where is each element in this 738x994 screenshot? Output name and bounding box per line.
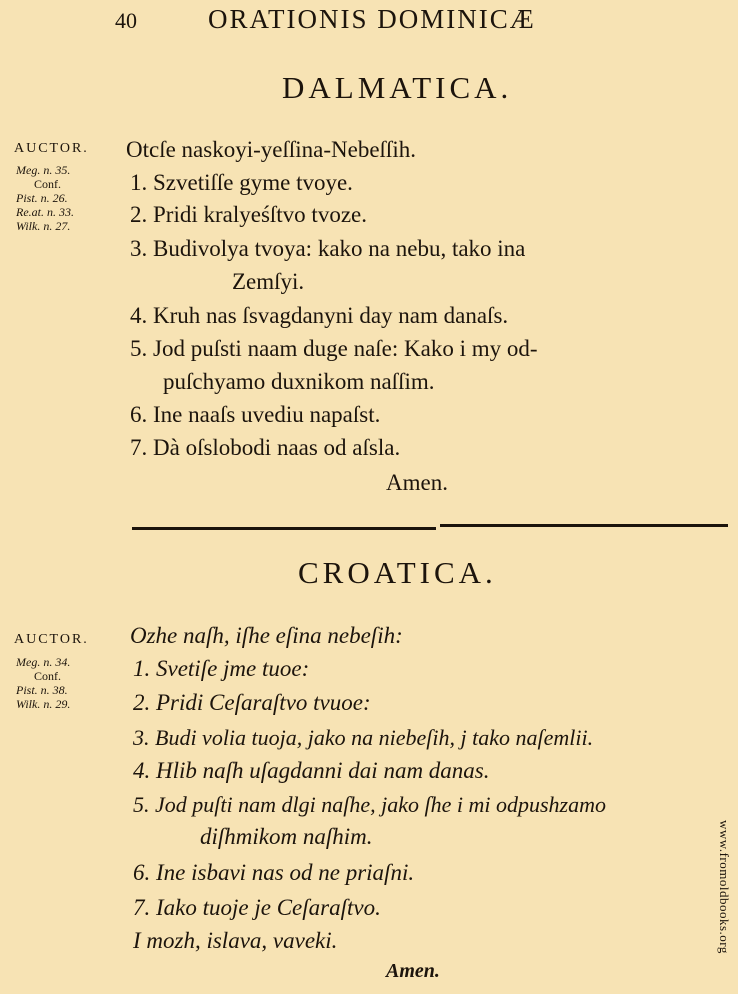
text-line: 7. Iako tuoje je Ceſaraſtvo.	[133, 895, 381, 920]
text-line: Amen.	[386, 960, 440, 982]
text-line: 4. Kruh nas ſsvagdanyni day nam danaſs.	[130, 303, 509, 328]
text-line: 7. Dà oſslobodi naas od aſsla.	[130, 435, 401, 460]
text-line: diſhmikom naſhim.	[200, 824, 373, 849]
croatica-title: CROATICA.	[298, 555, 497, 590]
dalmatica-auctor-label: AUCTOR.	[14, 141, 89, 156]
text-line: 3. Budivolya tvoya: kako na nebu, tako ina	[130, 236, 526, 261]
croatica-auctor-label: AUCTOR.	[14, 632, 89, 647]
text-line: 6. Ine naaſs uvediu napaſst.	[130, 402, 381, 427]
watermark	[718, 820, 732, 990]
ref-pist: Pist. n. 38.	[16, 683, 68, 697]
text-line: 5. Jod puſsti naam duge naſe: Kako i my od-	[130, 336, 538, 361]
ref-wilk: Wilk. n. 27.	[16, 219, 71, 233]
ref-reat: Re.at. n. 33.	[16, 205, 74, 219]
text-line: Ozhe naſh, iſhe eſina nebeſih:	[130, 623, 403, 648]
divider-rule-left	[132, 527, 436, 530]
text-line: Zemſyi.	[232, 269, 305, 294]
text-line: 1. Szvetiſſe gyme tvoye.	[130, 170, 353, 195]
text-line: 2. Pridi kralyeśſtvo tvoze.	[130, 202, 367, 227]
text-line: 5. Jod puſti nam dlgi naſhe, jako ſhe i mi odpushzamo	[133, 792, 606, 817]
dalmatica-references	[16, 163, 74, 233]
text-line: Otcſe naskoyi-yeſſina-Nebeſſih.	[126, 137, 416, 162]
running-header: ORATIONIS DOMINICÆ	[208, 4, 536, 34]
ref-pist: Pist. n. 26.	[16, 191, 68, 205]
page-number: 40	[115, 8, 137, 33]
text-line: I mozh, islava, vaveki.	[133, 928, 338, 953]
ref-conf: Conf.	[34, 669, 61, 683]
ref-meg: Meg. n. 35.	[16, 163, 71, 177]
dalmatica-title: DALMATICA.	[282, 70, 513, 105]
ref-meg: Meg. n. 34.	[16, 655, 71, 669]
ref-conf: Conf.	[34, 177, 61, 191]
ref-wilk: Wilk. n. 29.	[16, 697, 71, 711]
text-line: Amen.	[386, 470, 448, 495]
watermark-text: www.fromoldbooks.org	[717, 820, 732, 954]
text-line: 3. Budi volia tuoja, jako na niebeſih, j tako naſemlii.	[133, 725, 594, 750]
text-line: 2. Pridi Ceſaraſtvo tvuoe:	[133, 690, 371, 715]
divider-rule-right	[440, 524, 728, 527]
text-line: 1. Svetiſe jme tuoe:	[133, 656, 310, 681]
text-line: 4. Hlib naſh uſagdanni dai nam danas.	[133, 758, 490, 783]
text-line: 6. Ine isbavi nas od ne priaſni.	[133, 860, 415, 885]
croatica-references	[16, 655, 70, 711]
text-line: puſchyamo duxnikom naſſim.	[163, 369, 435, 394]
